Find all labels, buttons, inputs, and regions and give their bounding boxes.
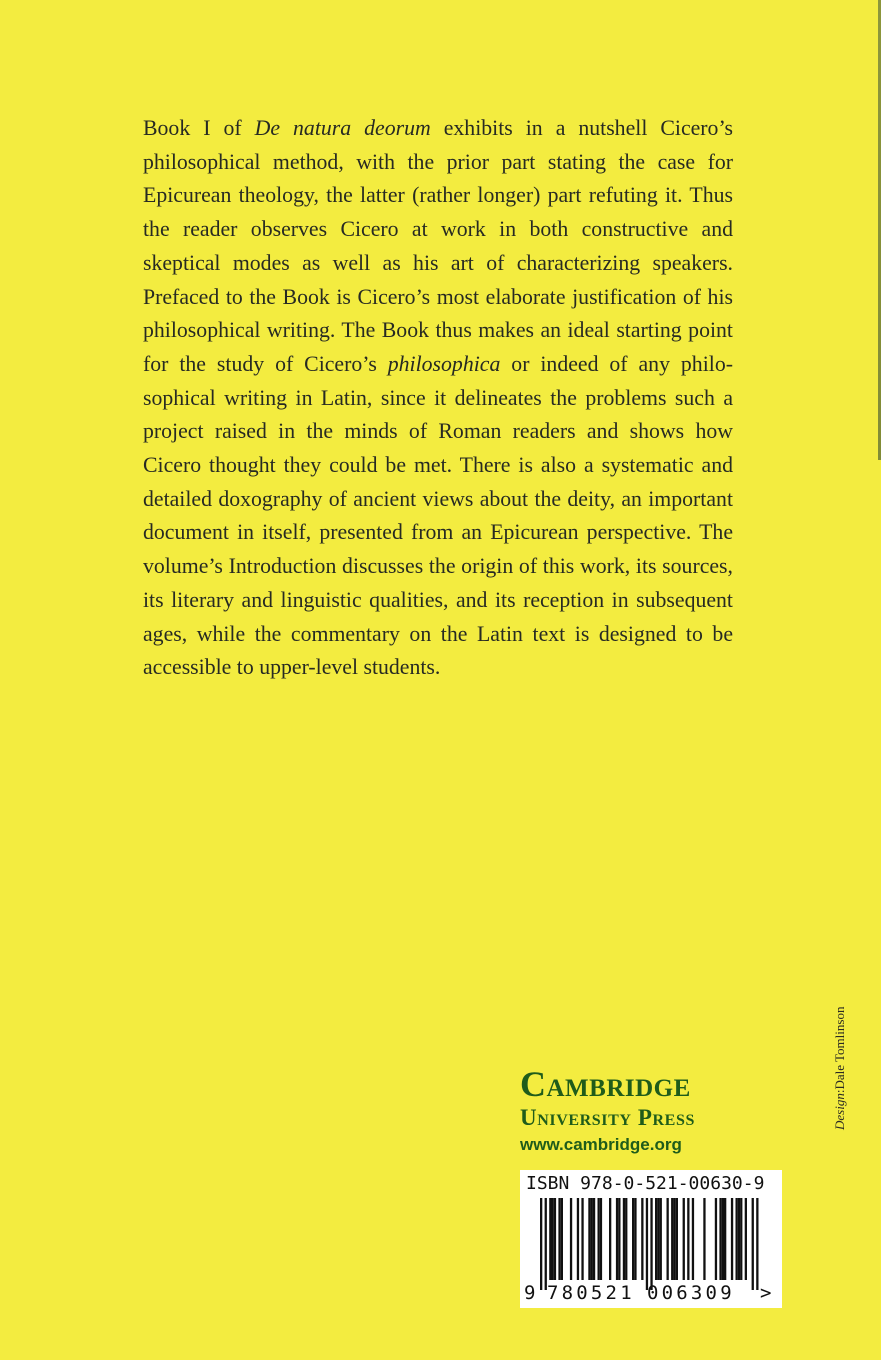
- publisher-logo: [520, 1064, 785, 1158]
- cover-blurb: [143, 112, 733, 685]
- barcode-bar: [600, 1198, 602, 1280]
- barcode-bar: [554, 1198, 556, 1280]
- barcode-bar: [552, 1198, 554, 1280]
- barcode-left-digits: 780521: [547, 1282, 635, 1304]
- barcode-bar: [632, 1198, 634, 1280]
- barcode-bar: [577, 1198, 579, 1280]
- barcode-bar: [618, 1198, 620, 1280]
- barcode-bar: [609, 1198, 611, 1280]
- barcode-bar: [736, 1198, 738, 1280]
- barcode-bar: [581, 1198, 583, 1280]
- blurb-italic-title: philosophica: [387, 351, 501, 376]
- blurb-text: exhibits in a nutshell Cicero’s philosophical method, with the prior part stating the case for Epicurean theology, the latter (rather longer) part refuting it. Thus the reader observes Cicero at work in both constructive and skeptical modes as well as his art of characterizing speakers. Prefaced to the Book is Cicero’s most elaborate justification of his philosophical writing. The Book thus makes an ideal starting point for the study of Cicero’s: [143, 116, 733, 376]
- blurb-text: or indeed of any philosophical writing in Latin, since it delineates the problems such a project raised in the minds of Roman readers and shows how Cicero thought they could be met. There is also a systematic and detailed doxography of ancient views about the deity, an important document in itself, presented from an Epicurean perspective. The volume’s Introduction discusses the origin of this work, its sources, its literary and linguistic qualities, and its reception in subsequent ages, while the commentary on the Latin text is designed to be accessible to upper-level students.: [143, 351, 733, 680]
- barcode-bar: [745, 1198, 747, 1280]
- barcode-first-digit: 9: [524, 1282, 536, 1304]
- barcode-bar: [549, 1198, 551, 1280]
- publisher-name: Cambridge: [520, 1064, 691, 1104]
- barcode-bar: [593, 1198, 595, 1280]
- barcode-bar: [719, 1198, 721, 1280]
- barcode-bar: [673, 1198, 675, 1280]
- barcode-bar: [703, 1198, 705, 1280]
- design-credit-label: Design: [832, 1093, 847, 1130]
- blurb-paragraph: [143, 112, 733, 685]
- blurb-text: Book I of: [143, 116, 255, 140]
- barcode-bar: [660, 1198, 662, 1280]
- publisher-subtitle: University Press: [520, 1105, 695, 1130]
- barcode-bar: [715, 1198, 717, 1280]
- barcode-bar: [616, 1198, 618, 1280]
- barcode-bar: [623, 1198, 625, 1280]
- blurb-italic-title: De natura deorum: [254, 116, 431, 140]
- barcode-bar: [724, 1198, 726, 1280]
- barcode-guard-bar: [540, 1198, 542, 1290]
- barcode-bar: [591, 1198, 593, 1280]
- barcode-guard-bar: [646, 1198, 648, 1290]
- barcode-bar: [558, 1198, 560, 1280]
- barcode-bar: [731, 1198, 733, 1280]
- isbn-barcode: [520, 1170, 782, 1308]
- barcode-bar: [667, 1198, 669, 1280]
- design-credit-separator: :: [832, 1089, 847, 1094]
- barcode-bar: [657, 1198, 659, 1280]
- barcode-bar: [588, 1198, 590, 1280]
- barcode-bar: [687, 1198, 689, 1280]
- barcode-bar: [570, 1198, 572, 1280]
- barcode-right-digits: 006309: [647, 1282, 735, 1304]
- barcode-trailing-mark: >: [760, 1282, 772, 1304]
- publisher-url: www.cambridge.org: [520, 1135, 682, 1154]
- barcode-bar: [598, 1198, 600, 1280]
- barcode-bar: [641, 1198, 643, 1280]
- barcode-bar: [671, 1198, 673, 1280]
- barcode-bar: [625, 1198, 627, 1280]
- isbn-label: ISBN 978-0-521-00630-9: [526, 1173, 765, 1194]
- design-credit-name: Dale Tomlinson: [832, 1006, 847, 1090]
- barcode-bar: [561, 1198, 563, 1280]
- barcode-guard-bar: [752, 1198, 754, 1290]
- barcode-guard-bar: [545, 1198, 547, 1290]
- barcode-guard-bar: [650, 1198, 652, 1290]
- design-credit: [832, 970, 854, 1130]
- barcode-guard-bar: [756, 1198, 758, 1290]
- barcode-bar: [692, 1198, 694, 1280]
- barcode-bar: [683, 1198, 685, 1280]
- barcode-bar: [738, 1198, 740, 1280]
- barcode-bar: [740, 1198, 742, 1280]
- barcode-bar: [655, 1198, 657, 1280]
- barcode-bar: [634, 1198, 636, 1280]
- barcode-bar: [722, 1198, 724, 1280]
- barcode-bar: [676, 1198, 678, 1280]
